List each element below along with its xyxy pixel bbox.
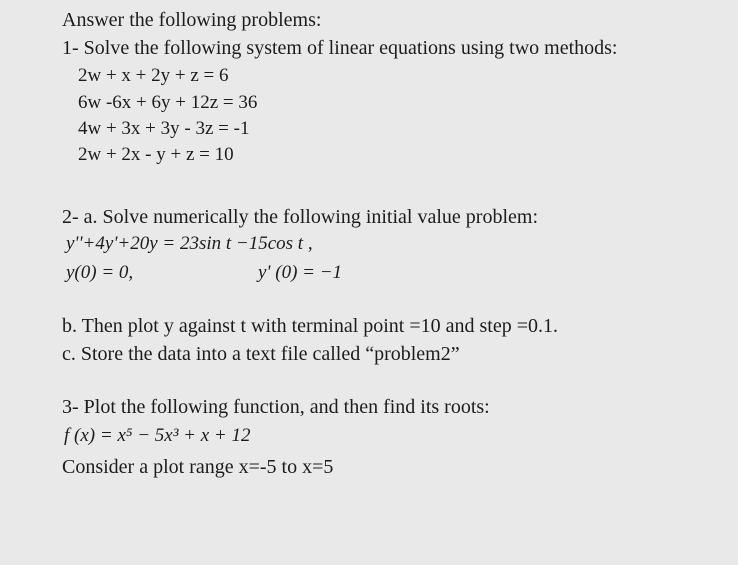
problem3-title: 3- Plot the following function, and then find its roots: [62,396,490,418]
problem2-title: 2- a. Solve numerically the following initial value problem: [62,206,538,228]
heading: Answer the following problems: [62,9,322,31]
function-definition: f (x) = x⁵ − 5x³ + x + 12 [64,425,251,446]
initial-condition-1: y(0) = 0, [66,262,134,283]
initial-condition-2: y' (0) = −1 [258,262,343,283]
problem1-title: 1- Solve the following system of linear equations using two methods: [62,37,618,59]
equation-2: 6w -6x + 6y + 12z = 36 [78,92,258,113]
equation-3: 4w + 3x + 3y - 3z = -1 [78,118,250,139]
ode-equation: y''+4y'+20y = 23sin t −15cos t , [66,233,313,254]
problem2-part-b: b. Then plot y against t with terminal point =10 and step =0.1. [62,315,559,337]
problem2-part-c: c. Store the data into a text file called “problem2” [62,343,460,365]
equation-4: 2w + 2x - y + z = 10 [78,144,234,165]
plot-range: Consider a plot range x=-5 to x=5 [62,456,334,478]
equation-1: 2w + x + 2y + z = 6 [78,65,229,86]
